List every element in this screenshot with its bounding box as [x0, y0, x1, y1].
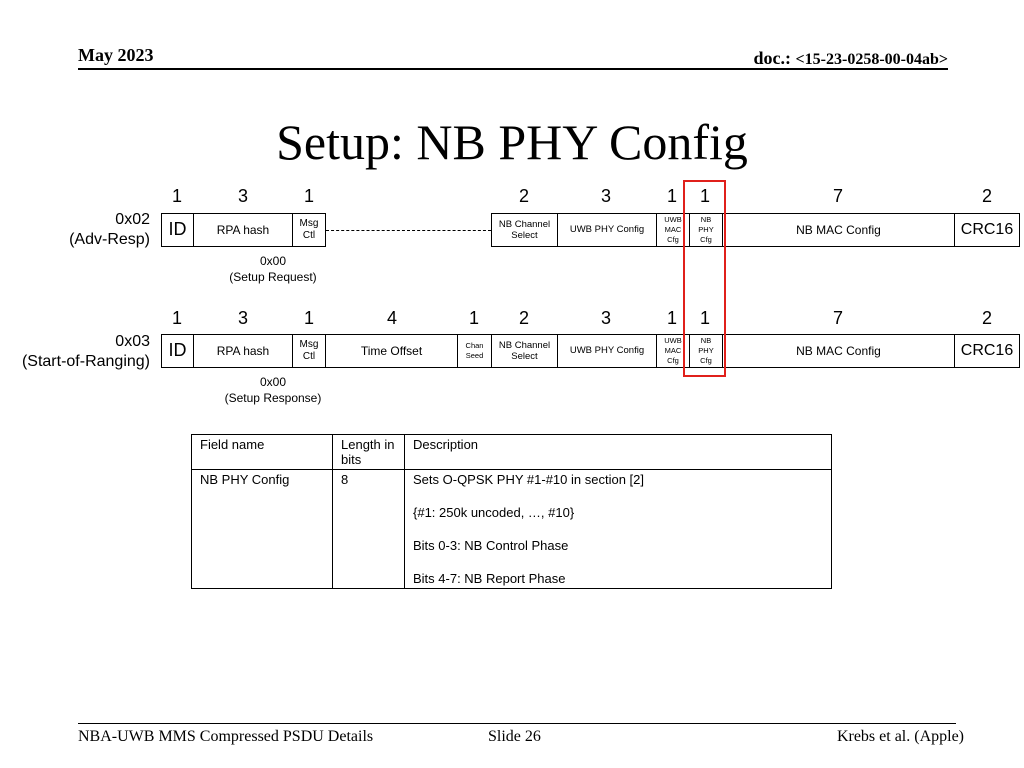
frame1-field-nb-mac-config: NB MAC Config: [722, 213, 955, 247]
frame1-field-rpa-hash: RPA hash: [193, 213, 293, 247]
table-cell-description: [405, 470, 832, 589]
table-cell-length: 8: [333, 470, 405, 589]
frame2-field-nb-channel-select: NB Channel Select: [491, 334, 558, 368]
table-header-description: Description: [405, 435, 832, 470]
doc-prefix: doc.:: [753, 48, 796, 68]
frame1-msgctl-note: [213, 253, 333, 285]
frame2-size: 2: [518, 308, 529, 328]
frame1-label-code: 0x02: [115, 211, 150, 228]
doc-number: <15-23-0258-00-04ab>: [795, 51, 948, 68]
frame1-size: 7: [832, 186, 843, 206]
frame2-size: 1: [171, 308, 182, 328]
frame2-field-uwb-mac-cfg: UWB MAC Cfg: [656, 334, 690, 368]
frame2-label: [0, 332, 150, 372]
frame1-field-nb-phy-cfg: NB PHY Cfg: [689, 213, 723, 247]
footer-rule: [78, 723, 956, 724]
frame1-size: 3: [600, 186, 611, 206]
page-title: Setup: NB PHY Config: [276, 114, 748, 170]
frame2-label-code: 0x03: [115, 333, 150, 350]
description-line: Bits 0-3: NB Control Phase: [413, 538, 569, 553]
frame2-field-uwb-phy-config: UWB PHY Config: [557, 334, 657, 368]
frame2-label-name: (Start-of-Ranging): [21, 353, 150, 370]
table-header-field-name: Field name: [192, 435, 333, 470]
frame1-note-value: 0x00: [259, 254, 287, 268]
header-doc-number: [754, 48, 948, 69]
frame2-note-value: 0x00: [259, 375, 287, 389]
table-row: [192, 470, 832, 589]
frame2-size: 3: [237, 308, 248, 328]
header-rule: [78, 68, 948, 70]
frame2-field-chan-seed: Chan Seed: [457, 334, 492, 368]
frame1-size: 1: [666, 186, 677, 206]
frame1-label-name: (Adv-Resp): [69, 231, 150, 248]
table-header-row: [192, 435, 832, 470]
frame2-size: 4: [386, 308, 397, 328]
frame2-field-nb-phy-cfg: NB PHY Cfg: [689, 334, 723, 368]
field-definition-table: [191, 434, 832, 589]
frame1-field-uwb-phy-config: UWB PHY Config: [557, 213, 657, 247]
description-line: Bits 4-7: NB Report Phase: [413, 571, 566, 586]
frame2-size: 3: [600, 308, 611, 328]
frame2-size: 1: [699, 308, 710, 328]
frame2-size: 1: [468, 308, 479, 328]
frame2-size: 7: [832, 308, 843, 328]
description-line: {#1: 250k uncoded, …, #10}: [413, 505, 575, 520]
frame1-size: 1: [171, 186, 182, 206]
frame1-size: 1: [303, 186, 314, 206]
frame1-field-msg-ctl: Msg Ctl: [292, 213, 326, 247]
frame2-field-nb-mac-config: NB MAC Config: [722, 334, 955, 368]
frame1-field-crc16: CRC16: [954, 213, 1020, 247]
frame1-label: [0, 210, 150, 250]
footer-left: NBA-UWB MMS Compressed PSDU Details: [78, 728, 374, 745]
nb-phy-highlight-box: [683, 180, 726, 377]
frame1-field-id: ID: [161, 213, 194, 247]
frame2-field-crc16: CRC16: [954, 334, 1020, 368]
frame2-size: 1: [666, 308, 677, 328]
frame2-size: 1: [303, 308, 314, 328]
description-line: Sets O-QPSK PHY #1-#10 in section [2]: [413, 472, 644, 487]
footer-slide-number: Slide 26: [488, 728, 541, 745]
frame1-size: 2: [518, 186, 529, 206]
frame2-msgctl-note: [208, 374, 338, 406]
frame1-size: 1: [699, 186, 710, 206]
frame1-field-nb-channel-select: NB Channel Select: [491, 213, 558, 247]
table-cell-field-name: NB PHY Config: [192, 470, 333, 589]
header-date: May 2023: [78, 45, 154, 65]
frame1-size: 3: [237, 186, 248, 206]
table-header-length: Length in bits: [333, 435, 405, 470]
frame1-size: 2: [981, 186, 992, 206]
frame2-field-msg-ctl: Msg Ctl: [292, 334, 326, 368]
frame2-field-time-offset: Time Offset: [325, 334, 458, 368]
frame1-field-uwb-mac-cfg: UWB MAC Cfg: [656, 213, 690, 247]
frame2-note-name: (Setup Response): [224, 391, 322, 405]
footer-right: Krebs et al. (Apple): [836, 728, 964, 745]
frame1-elided-fields-dash: [326, 230, 491, 231]
frame1-note-name: (Setup Request): [229, 270, 317, 284]
frame2-field-rpa-hash: RPA hash: [193, 334, 293, 368]
frame2-field-id: ID: [161, 334, 194, 368]
frame2-size: 2: [981, 308, 992, 328]
